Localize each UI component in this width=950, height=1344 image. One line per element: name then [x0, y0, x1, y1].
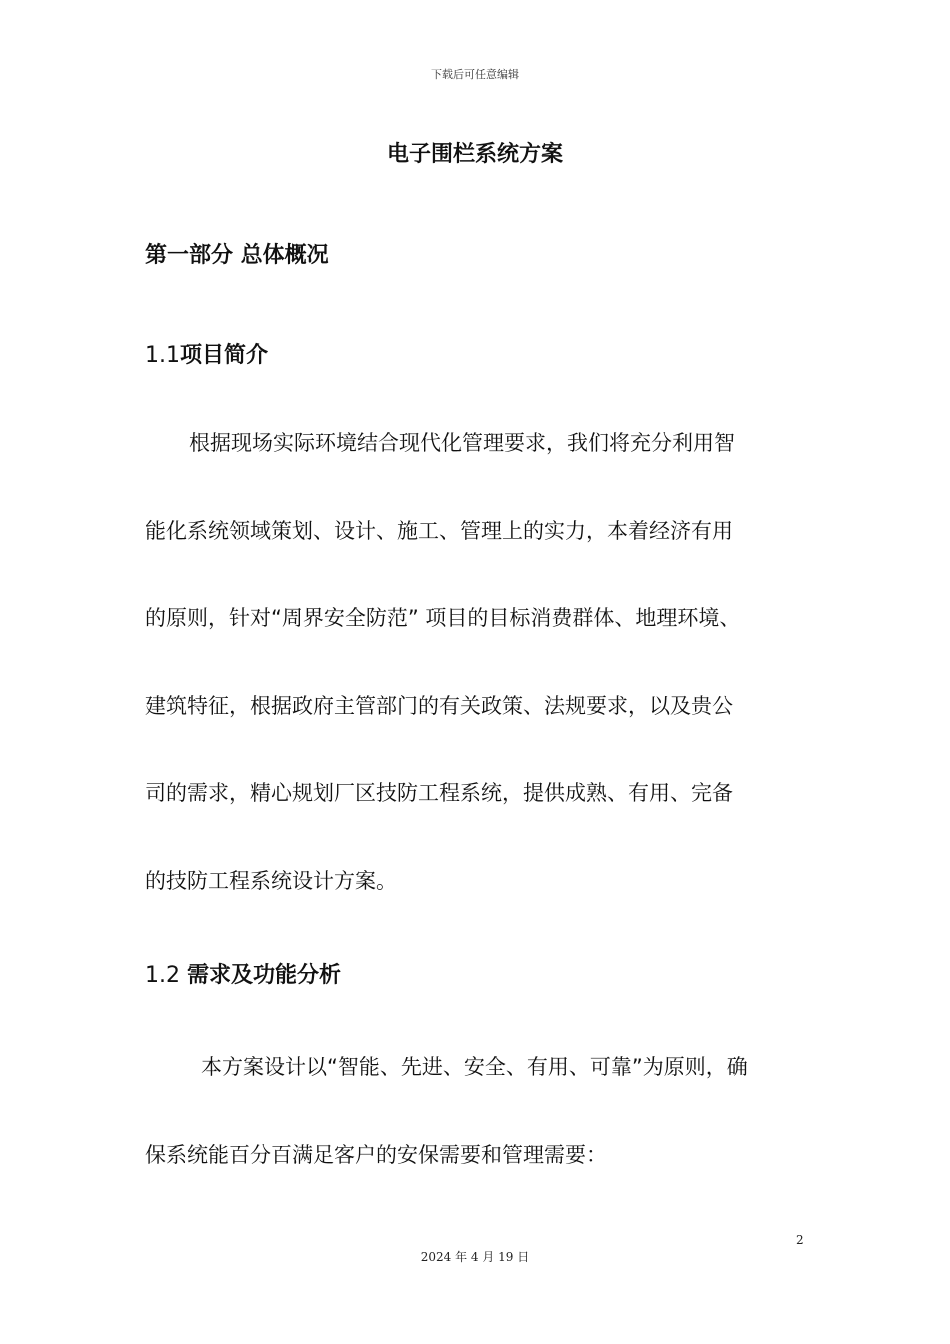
document-title: 电子围栏系统方案 — [386, 142, 563, 167]
paragraph-line: 司的需求，精心规划厂区技防工程系统，提供成熟、有用、完备 — [145, 781, 733, 805]
section-number: 1.2 — [145, 963, 180, 988]
section-heading-1-1 — [145, 338, 268, 369]
footer-date: 2024 年 4 月 19 日 — [420, 1250, 530, 1264]
section-title: 需求及功能分析 — [187, 963, 342, 988]
paragraph-requirements — [145, 1024, 810, 1199]
paragraph-line: 保系统能百分百满足客户的安保需要和管理需要： — [145, 1142, 607, 1167]
section-heading-1-2 — [145, 958, 341, 989]
paragraph-project-intro — [145, 400, 810, 925]
page-number: 2 — [796, 1233, 804, 1247]
header-note: 下载后可任意编辑 — [431, 68, 519, 81]
part-heading: 第一部分 总体概况 — [145, 243, 329, 268]
paragraph-line: 根据现场实际环境结合现代化管理要求，我们将充分利用智 — [189, 431, 735, 455]
paragraph-line: 的技防工程系统设计方案。 — [145, 868, 397, 893]
paragraph-line: 本方案设计以“智能、先进、安全、有用、可靠”为原则，确 — [201, 1055, 748, 1079]
paragraph-line: 建筑特征，根据政府主管部门的有关政策、法规要求，以及贵公 — [145, 693, 733, 718]
paragraph-line: 能化系统领域策划、设计、施工、管理上的实力，本着经济有用 — [145, 518, 733, 543]
section-title: 项目简介 — [180, 343, 269, 368]
paragraph-line: 的原则，针对“周界安全防范” 项目的目标消费群体、地理环境、 — [145, 606, 741, 630]
section-number: 1.1 — [145, 343, 180, 368]
